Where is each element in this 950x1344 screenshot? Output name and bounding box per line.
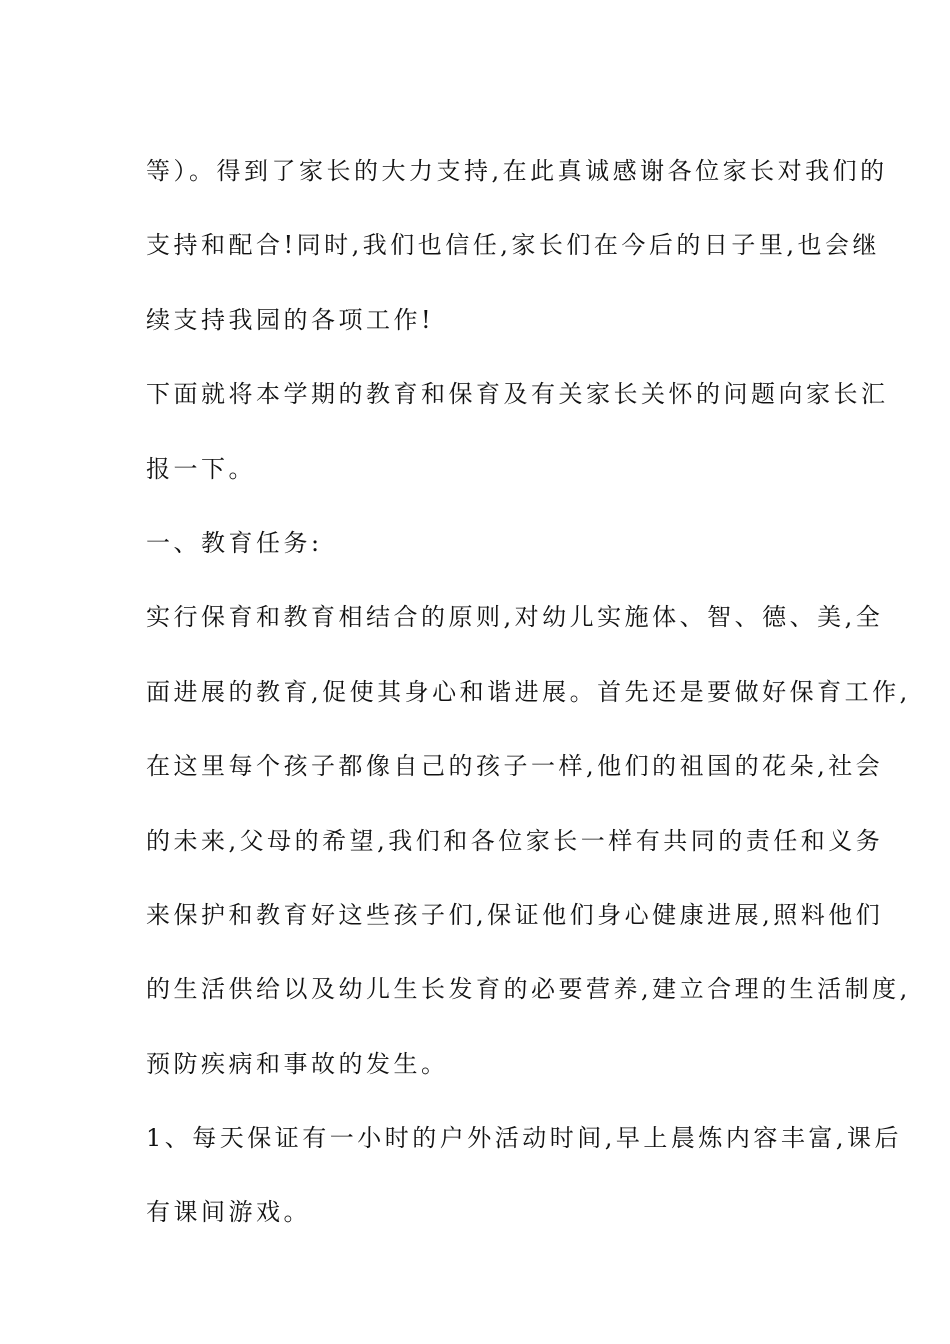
paragraph-line: 报一下。 <box>146 454 256 483</box>
paragraph-line: 实行保育和教育相结合的原则,对幼儿实施体、智、德、美,全 <box>146 603 884 632</box>
paragraph-line: 续支持我园的各项工作! <box>146 305 435 334</box>
paragraph-line: 支持和配合!同时,我们也信任,家长们在今后的日子里,也会继 <box>146 231 881 260</box>
paragraph-line: 在这里每个孩子都像自己的孩子一样,他们的祖国的花朵,社会 <box>146 752 884 781</box>
list-item-line: 1、每天保证有一小时的户外活动时间,早上晨炼内容丰富,课后 <box>146 1124 903 1153</box>
paragraph-line: 的生活供给以及幼儿生长发育的必要营养,建立合理的生活制度, <box>146 975 911 1004</box>
paragraph-line: 面进展的教育,促使其身心和谐进展。首先还是要做好保育工作, <box>146 677 911 706</box>
section-heading: 一、教育任务: <box>146 528 323 557</box>
list-item-line: 有课间游戏。 <box>146 1198 311 1227</box>
paragraph-line: 预防疾病和事故的发生。 <box>146 1049 449 1078</box>
document-body <box>146 134 911 1250</box>
paragraph-line: 的未来,父母的希望,我们和各位家长一样有共同的责任和义务 <box>146 826 884 855</box>
paragraph-line: 来保护和教育好这些孩子们,保证他们身心健康进展,照料他们 <box>146 900 884 929</box>
paragraph-line: 下面就将本学期的教育和保育及有关家长关怀的问题向家长汇 <box>146 380 889 409</box>
paragraph-line: 等）。得到了家长的大力支持,在此真诚感谢各位家长对我们的 <box>146 157 888 185</box>
